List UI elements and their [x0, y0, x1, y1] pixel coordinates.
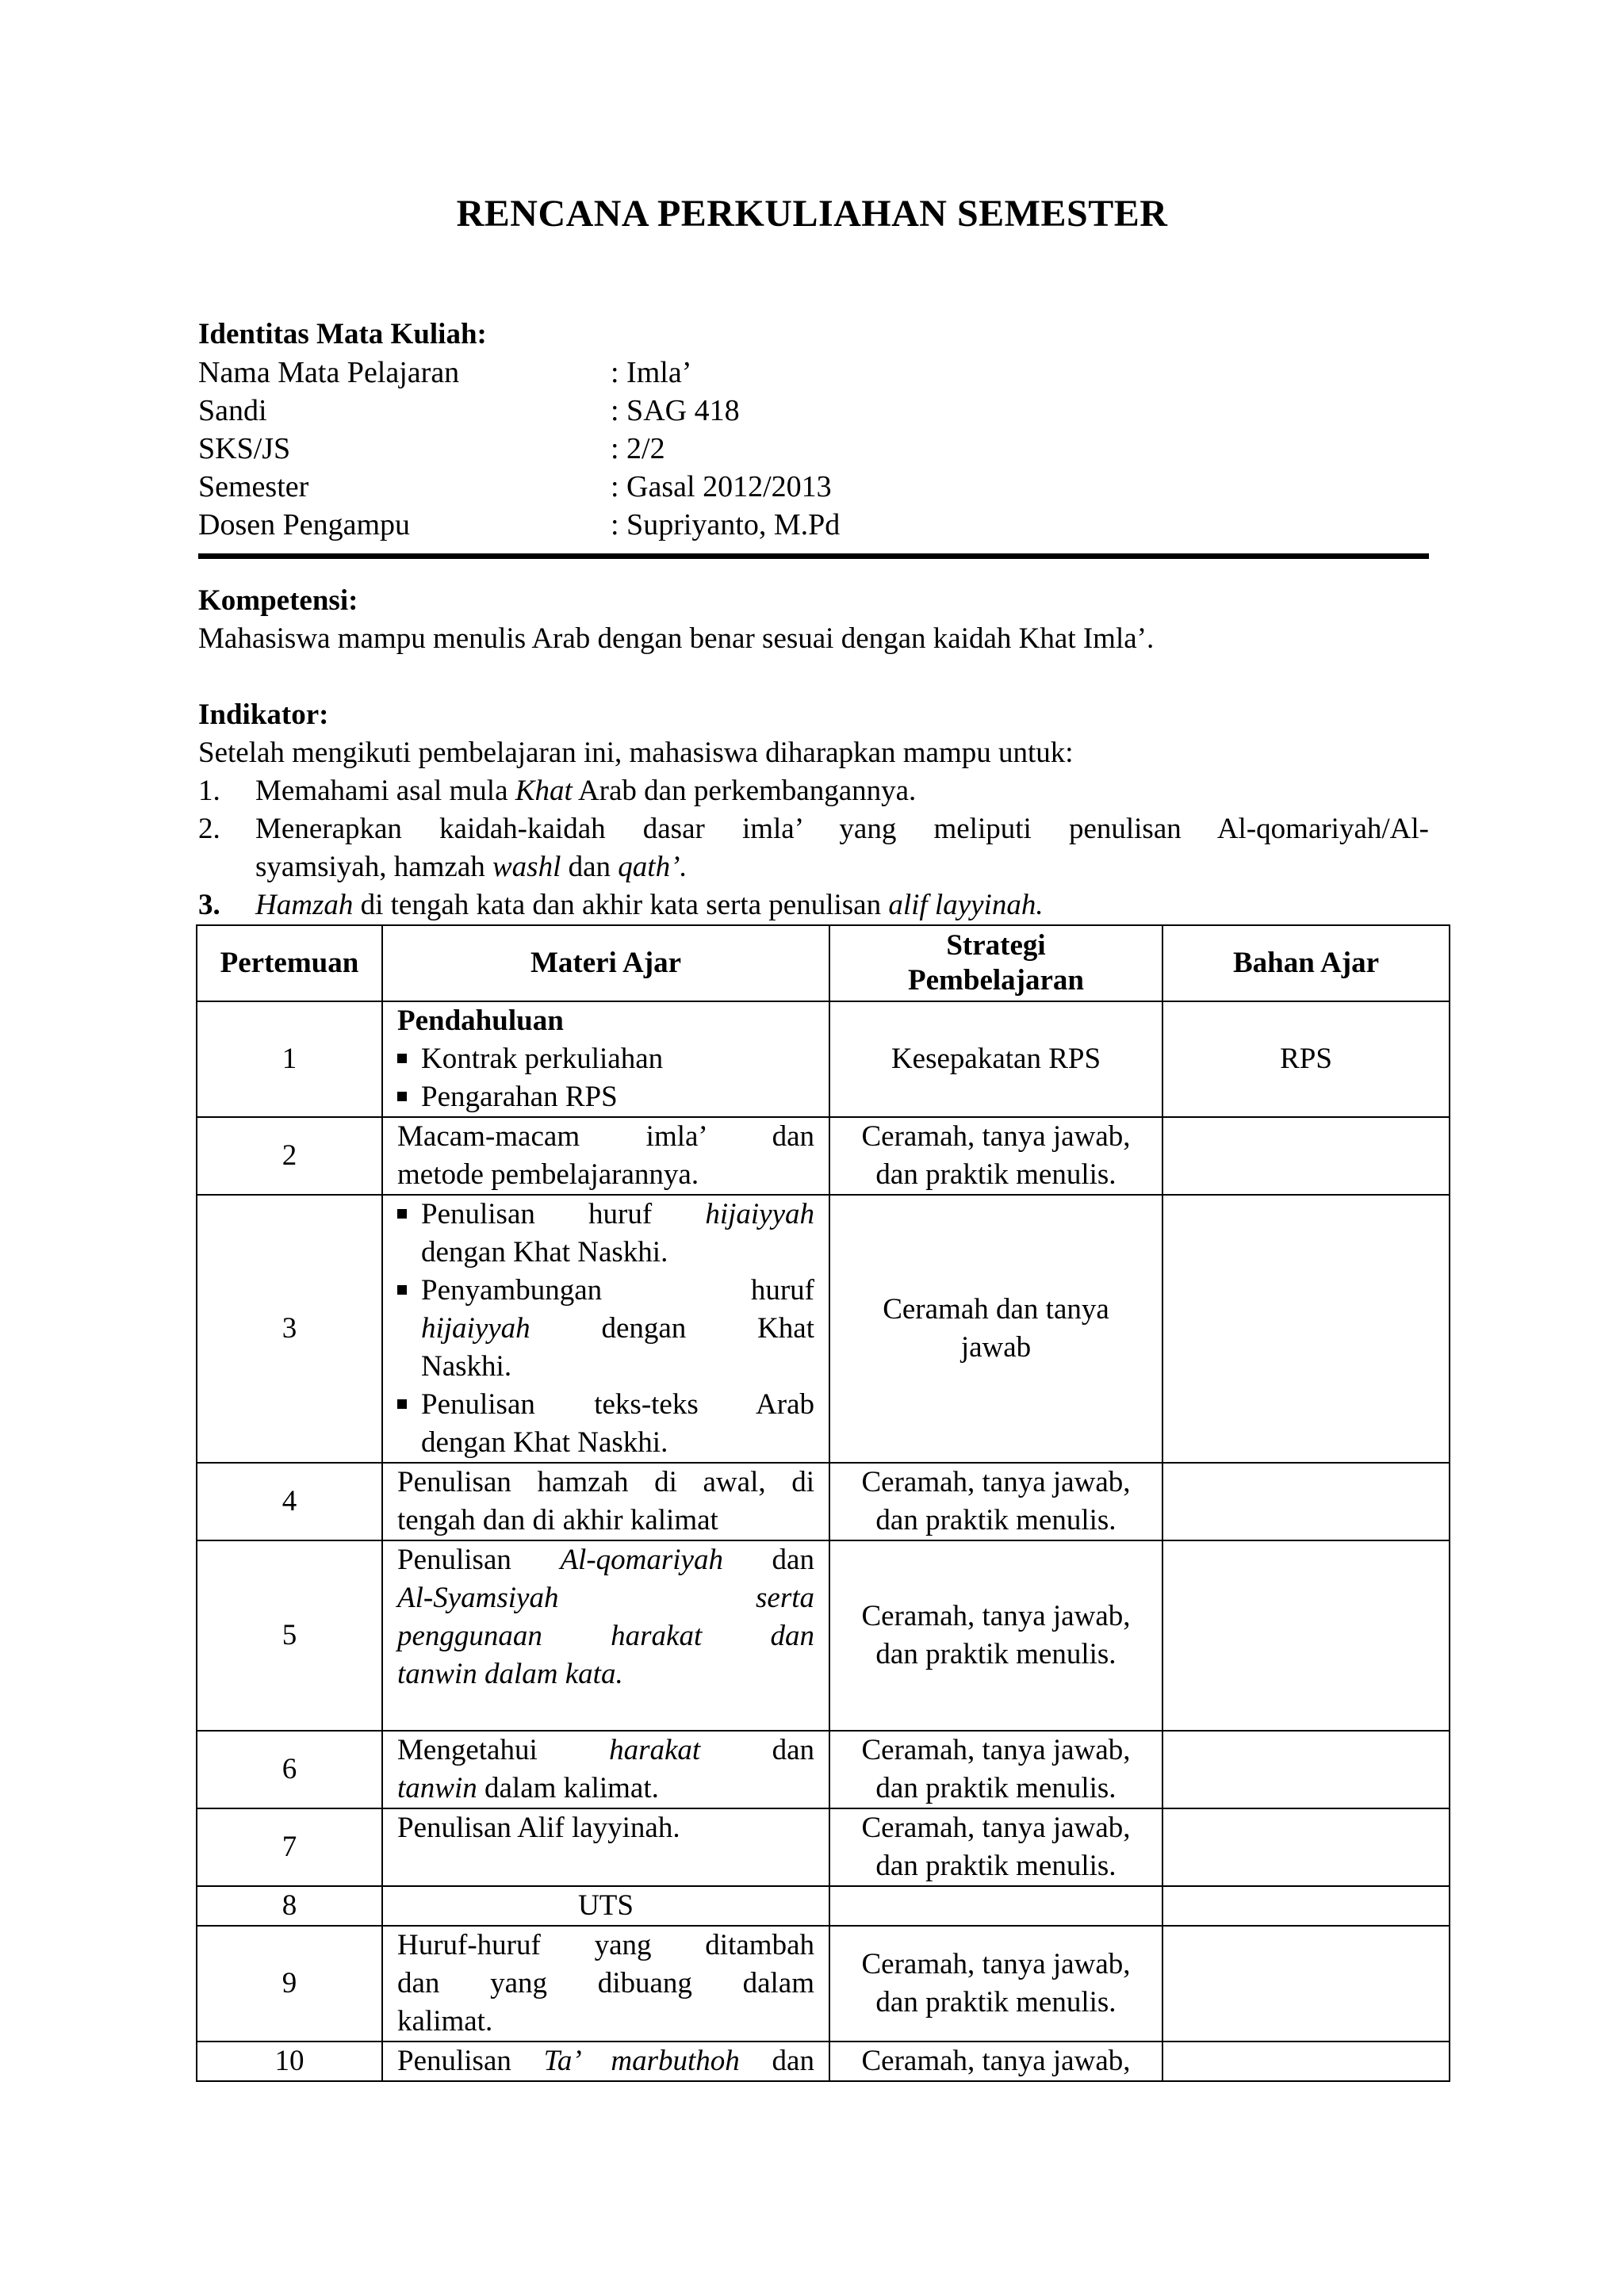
pertemuan-cell: 6	[197, 1731, 382, 1808]
horizontal-rule	[198, 553, 1429, 559]
identitas-heading: Identitas Mata Kuliah:	[198, 318, 487, 350]
table-row	[197, 1117, 1450, 1195]
header-bahan: Bahan Ajar	[1162, 925, 1450, 1001]
identity-value: : SAG 418	[611, 394, 740, 427]
pertemuan-cell: 2	[197, 1117, 382, 1195]
identity-label: Dosen Pengampu	[198, 508, 411, 541]
item-number: 2.	[198, 813, 220, 845]
strategi-cell: Ceramah, tanya jawab, dan praktik menulis.	[829, 1117, 1162, 1195]
table-header-row	[197, 925, 1450, 1001]
pertemuan-cell: 1	[197, 1001, 382, 1117]
bahan-cell	[1162, 1117, 1450, 1195]
rps-table	[196, 924, 1450, 2082]
bahan-cell: RPS	[1162, 1001, 1450, 1117]
bullet-icon	[397, 1386, 421, 1462]
kompetensi-heading: Kompetensi:	[198, 584, 358, 617]
bahan-cell	[1162, 1886, 1450, 1926]
bahan-cell	[1162, 1926, 1450, 2042]
materi-cell: Pendahuluan Kontrak perkuliahan Pengarahan RPS	[382, 1001, 829, 1117]
bahan-cell	[1162, 1463, 1450, 1540]
header-strategi: Strategi Pembelajaran	[829, 925, 1162, 1001]
table-row	[197, 1886, 1450, 1926]
materi-cell: Penulisan hamzah di awal, di tengah dan di akhir kalimat	[382, 1463, 829, 1540]
identity-value: : 2/2	[611, 432, 665, 465]
bahan-cell	[1162, 2042, 1450, 2081]
strategi-cell: Ceramah, tanya jawab, dan praktik menulis.	[829, 1926, 1162, 2042]
identity-label: Semester	[198, 470, 309, 503]
materi-cell: Mengetahui harakat dan tanwin dalam kalimat.	[382, 1731, 829, 1808]
page-title: RENCANA PERKULIAHAN SEMESTER	[456, 193, 1168, 235]
strategi-cell: Ceramah dan tanya jawab	[829, 1195, 1162, 1463]
item-text: Memahami asal mula Khat Arab dan perkembangannya.	[255, 775, 917, 807]
strategi-cell: Ceramah, tanya jawab, dan praktik menulis.	[829, 1463, 1162, 1540]
header-pertemuan: Pertemuan	[197, 925, 382, 1001]
table-row	[197, 1195, 1450, 1463]
table-row	[197, 1926, 1450, 2042]
identity-label: Sandi	[198, 394, 267, 427]
indikator-intro: Setelah mengikuti pembelajaran ini, mahasiswa diharapkan mampu untuk:	[198, 737, 1074, 769]
pertemuan-cell: 8	[197, 1886, 382, 1926]
materi-cell: Penulisan Al-qomariyah dan Al-Syamsiyah serta penggunaan harakat dan tanwin dalam kata.	[382, 1540, 829, 1731]
strategi-cell: Ceramah, tanya jawab, dan praktik menulis.	[829, 1731, 1162, 1808]
strategi-cell: Ceramah, tanya jawab, dan praktik menulis.	[829, 1540, 1162, 1731]
kompetensi-text: Mahasiswa mampu menulis Arab dengan benar sesuai dengan kaidah Khat Imla’.	[198, 622, 1155, 655]
bahan-cell	[1162, 1808, 1450, 1886]
materi-cell: Huruf-huruf yang ditambah dan yang dibuang dalam kalimat.	[382, 1926, 829, 2042]
bullet-icon	[397, 1272, 421, 1386]
table-row	[197, 1808, 1450, 1886]
item-number: 3.	[198, 889, 220, 921]
strategi-cell: Kesepakatan RPS	[829, 1001, 1162, 1117]
bahan-cell	[1162, 1540, 1450, 1731]
bahan-cell	[1162, 1195, 1450, 1463]
header-materi: Materi Ajar	[382, 925, 829, 1001]
identity-value: : Imla’	[611, 356, 692, 389]
strategi-cell	[829, 1886, 1162, 1926]
indikator-heading: Indikator:	[198, 698, 329, 731]
bullet-icon	[397, 1040, 421, 1078]
pertemuan-cell: 3	[197, 1195, 382, 1463]
pertemuan-cell: 4	[197, 1463, 382, 1540]
pertemuan-cell: 10	[197, 2042, 382, 2081]
materi-cell: Penulisan huruf hijaiyyah dengan Khat Naskhi. Penyambungan huruf hijaiyyah dengan Khat Naskhi. Penulisan teks-teks Arab dengan Khat Naskhi.	[382, 1195, 829, 1463]
strategi-cell: Ceramah, tanya jawab,	[829, 2042, 1162, 2081]
table-row	[197, 2042, 1450, 2081]
pertemuan-cell: 7	[197, 1808, 382, 1886]
identity-label: SKS/JS	[198, 432, 291, 465]
materi-cell: Penulisan Ta’ marbuthoh dan	[382, 2042, 829, 2081]
item-text-line1: Menerapkan kaidah-kaidah dasar imla’ yang meliputi penulisan Al-qomariyah/Al-	[255, 813, 1429, 845]
item-number: 1.	[198, 775, 220, 807]
pertemuan-cell: 5	[197, 1540, 382, 1731]
materi-cell: Macam-macam imla’ dan metode pembelajarannya.	[382, 1117, 829, 1195]
bullet-icon	[397, 1196, 421, 1272]
table-row	[197, 1731, 1450, 1808]
item-text-line2: syamsiyah, hamzah washl dan qath’.	[255, 851, 688, 883]
table-row	[197, 1540, 1450, 1731]
identity-label: Nama Mata Pelajaran	[198, 356, 460, 389]
strategi-cell: Ceramah, tanya jawab, dan praktik menulis.	[829, 1808, 1162, 1886]
materi-cell: UTS	[382, 1886, 829, 1926]
table-row	[197, 1463, 1450, 1540]
identity-value: : Supriyanto, M.Pd	[611, 508, 841, 541]
identity-value: : Gasal 2012/2013	[611, 470, 832, 503]
materi-cell: Penulisan Alif layyinah.	[382, 1808, 829, 1886]
bullet-icon	[397, 1078, 421, 1116]
bahan-cell	[1162, 1731, 1450, 1808]
pertemuan-cell: 9	[197, 1926, 382, 2042]
item-text: Hamzah di tengah kata dan akhir kata serta penulisan alif layyinah.	[255, 889, 1044, 921]
table-row	[197, 1001, 1450, 1117]
